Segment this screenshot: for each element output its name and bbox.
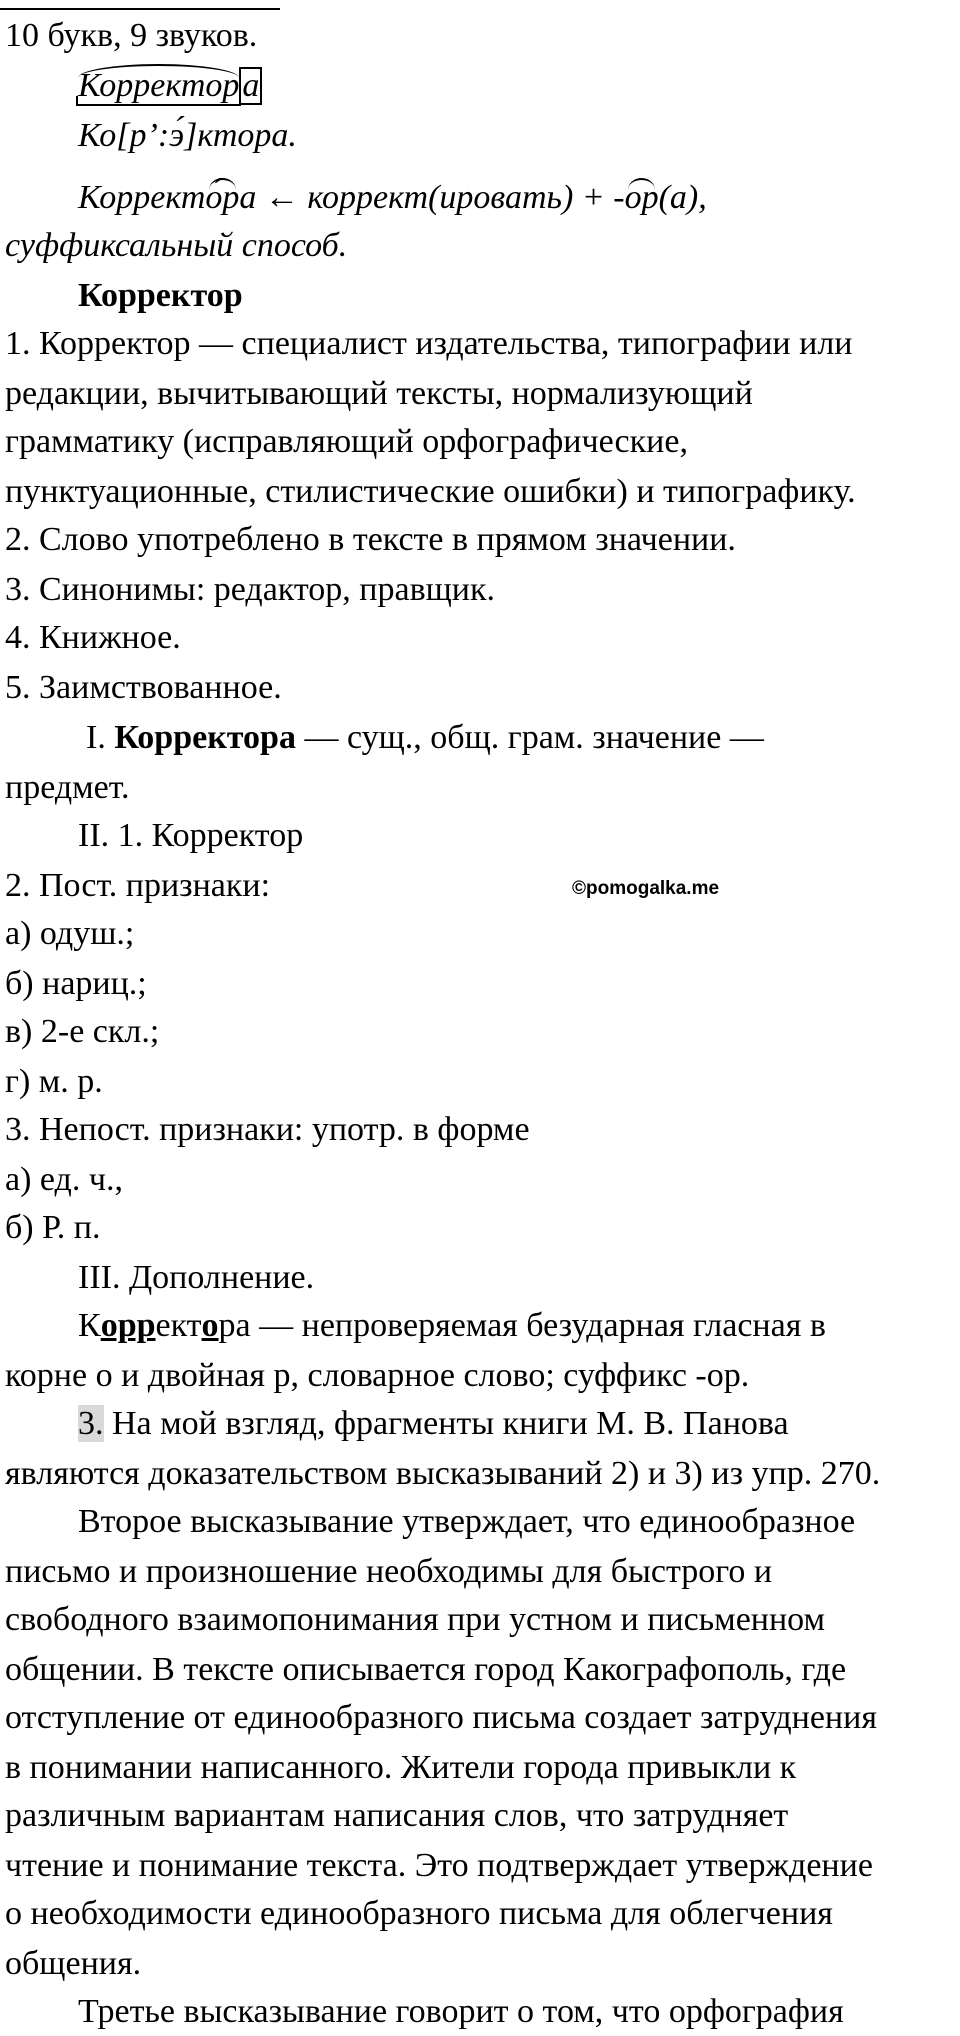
letters-sounds-count (5, 12, 257, 60)
essay-paragraph (78, 1988, 844, 2036)
suffix-arc: ор (625, 174, 659, 222)
word-base-with-root: Корректор (78, 62, 239, 110)
morph-analysis-line (5, 910, 134, 958)
morpheme-analysis (78, 62, 262, 110)
lexical-line (5, 370, 753, 418)
text: орр (100, 1307, 156, 1344)
text: Корректора (114, 719, 296, 756)
text: а) одуш.; (5, 915, 135, 952)
text: в) 2-е скл.; (5, 1013, 160, 1050)
morph-analysis-line (78, 1254, 314, 1302)
text: б) нариц.; (5, 965, 147, 1002)
text: III. Дополнение. (78, 1259, 315, 1296)
word-formation (78, 174, 707, 222)
text: отступление от единообразного письма создает затруднения (5, 1699, 877, 1736)
text: — сущ., общ. грам. значение — (295, 719, 764, 756)
text: 1. Корректор — специалист издательства, типографии или (5, 325, 853, 362)
text: в понимании написанного. Жители города привыкли к (5, 1749, 797, 1786)
text: 5. Заимствованное. (5, 669, 282, 706)
morph-analysis-line (5, 1106, 530, 1154)
text: свободного взаимопонимания при устном и письменном (5, 1601, 826, 1638)
essay-paragraph (5, 1744, 796, 1792)
text: общении. В тексте описывается город Какографополь, где (5, 1651, 847, 1688)
text: (а), (658, 179, 707, 216)
text: 3. Синонимы: редактор, правщик. (5, 571, 496, 608)
lexical-heading (78, 272, 243, 320)
text: 10 букв, 9 звуков. (5, 17, 258, 54)
text: редакции, вычитывающий тексты, нормализующий (5, 375, 753, 412)
essay-paragraph (5, 1792, 788, 1840)
text: 2. Слово употреблено в тексте в прямом значении. (5, 521, 736, 558)
morph-analysis-line (5, 1156, 123, 1204)
morph-analysis-line (5, 862, 270, 910)
spelling-note (78, 1302, 826, 1350)
task-3-paragraph (5, 1450, 880, 1498)
text: общения. (5, 1945, 142, 1982)
morph-analysis-line (78, 812, 303, 860)
text: К (78, 1307, 101, 1344)
task-number: 3. (78, 1405, 104, 1442)
text: б) Р. п. (5, 1209, 101, 1246)
text: Коррект (78, 179, 206, 216)
text: I. (86, 719, 115, 756)
top-divider (0, 8, 280, 10)
watermark: ©pomogalka.me (572, 878, 720, 899)
text: пунктуационные, стилистические ошибки) и типографику. (5, 473, 856, 510)
morph-analysis-line (5, 764, 130, 812)
text: различным вариантам написания слов, что затрудняет (5, 1797, 789, 1834)
lexical-line (5, 566, 495, 614)
essay-paragraph (5, 1890, 833, 1938)
lexical-line (5, 664, 282, 712)
text: II. 1. Корректор (78, 817, 304, 854)
essay-paragraph (5, 1646, 846, 1694)
essay-paragraph (5, 1548, 772, 1596)
essay-paragraph (5, 1842, 873, 1890)
morph-analysis-line (5, 960, 147, 1008)
lexical-line (5, 418, 688, 466)
lexical-line (5, 320, 852, 368)
morph-analysis-line (5, 1008, 159, 1056)
lexical-line (5, 516, 736, 564)
formation-method (5, 222, 347, 270)
text: 2. Пост. признаки: (5, 867, 271, 904)
text: грамматику (исправляющий орфографические, (5, 423, 688, 460)
text: чтение и понимание текста. Это подтверждает утверждение (5, 1847, 873, 1884)
text: предмет. (5, 769, 130, 806)
text: 3. Непост. признаки: употр. в форме (5, 1111, 530, 1148)
text: Корректор (78, 277, 243, 314)
lexical-line (5, 614, 181, 662)
word-ending-box: а (239, 67, 262, 105)
suffix-arc: о́р (205, 174, 239, 222)
text: 4. Книжное. (5, 619, 181, 656)
morph-analysis-line (5, 1058, 103, 1106)
text: Второе высказывание утверждает, что единообразное (78, 1503, 856, 1540)
text: корне о и двойная р, словарное слово; суффикс -ор. (5, 1357, 750, 1394)
transcription (78, 112, 297, 160)
text: г) м. р. (5, 1063, 103, 1100)
essay-paragraph (5, 1694, 877, 1742)
morph-analysis-line (86, 714, 764, 762)
text: ра — непроверяемая безударная гласная в (218, 1307, 826, 1344)
morph-analysis-line (5, 1204, 100, 1252)
text: письмо и произношение необходимы для быстрого и (5, 1553, 773, 1590)
text: Третье высказывание говорит о том, что орфография (78, 1993, 844, 2030)
text: о необходимости единообразного письма для облегчения (5, 1895, 833, 1932)
lexical-line (5, 468, 856, 516)
spelling-note (5, 1352, 749, 1400)
task-3-paragraph (78, 1400, 789, 1448)
essay-paragraph (5, 1940, 141, 1988)
text: о (201, 1307, 219, 1344)
essay-paragraph (5, 1596, 825, 1644)
text: а) ед. ч., (5, 1161, 123, 1198)
essay-paragraph (78, 1498, 855, 1546)
text: На мой взгляд, фрагменты книги М. В. Панова (103, 1405, 789, 1442)
text: ект (155, 1307, 202, 1344)
text: Ко[р’:э́]ктора. (78, 117, 297, 154)
text: а ← коррект(ировать) + - (239, 179, 625, 216)
text: суффиксальный способ. (5, 227, 348, 264)
text: являются доказательством высказываний 2) и 3) из упр. 270. (5, 1455, 881, 1492)
